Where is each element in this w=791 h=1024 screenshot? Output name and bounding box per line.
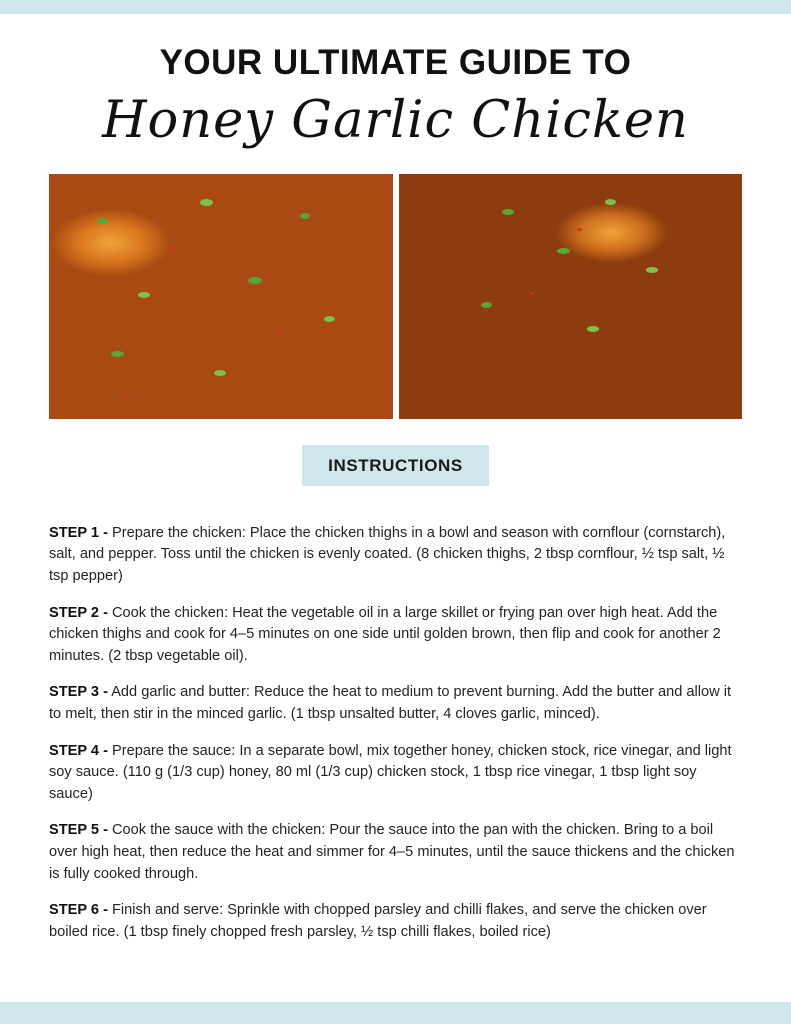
instructions-badge: INSTRUCTIONS <box>302 445 489 486</box>
parsley-garnish <box>200 199 213 206</box>
step-label: STEP 2 - <box>49 604 108 621</box>
step-label: STEP 6 - <box>49 902 108 919</box>
parsley-garnish <box>138 292 150 298</box>
bottom-accent-band <box>0 1002 791 1024</box>
step-text: Finish and serve: Sprinkle with chopped parsley and chilli flakes, and serve the chicken over boiled rice. (1 tbsp finely chopped fresh parsley, ½ tsp chilli flakes, boiled rice) <box>49 902 707 940</box>
step-text: Prepare the chicken: Place the chicken thighs in a bowl and season with cornflour (cornstarch), salt, and pepper. Toss until the chicken is evenly coated. (8 chicken thighs, 2 tbsp cornflour, ½ tsp salt, ½ tsp pepper) <box>49 524 726 585</box>
page-title-recipe-name: Honey Garlic Chicken <box>102 90 689 150</box>
instruction-step <box>49 741 742 806</box>
step-label: STEP 3 - <box>49 684 108 701</box>
chilli-flake-garnish <box>169 248 174 251</box>
photo-gallery <box>49 174 742 419</box>
parsley-garnish <box>300 213 310 219</box>
top-accent-band <box>0 0 791 14</box>
instruction-step <box>49 682 742 725</box>
instruction-step <box>49 900 742 943</box>
parsley-garnish <box>324 316 335 322</box>
instruction-step <box>49 603 742 668</box>
instruction-step <box>49 523 742 588</box>
parsley-garnish <box>557 248 570 254</box>
step-text: Prepare the sauce: In a separate bowl, mix together honey, chicken stock, rice vinegar, and light soy sauce. (110 g (1/3 cup) honey, 80 ml (1/3 cup) chicken stock, 1 tbsp rice vinegar, 1 tbsp light soy sauce) <box>49 742 732 802</box>
step-text: Cook the chicken: Heat the vegetable oil in a large skillet or frying pan over high heat. Add the chicken thighs and cook for 4–5 minutes on one side until golden brown, then flip and cook for another 2 minutes. (2 tbsp vegetable oil). <box>49 604 721 664</box>
step-text: Cook the sauce with the chicken: Pour the sauce into the pan with the chicken. Bring to a boil over high heat, then reduce the heat and simmer for 4–5 minutes, until the sauce thickens and the chicken is fully cooked through. <box>49 822 735 882</box>
chilli-flake-garnish <box>276 331 282 334</box>
recipe-photo-chicken-closeup <box>49 174 393 419</box>
step-label: STEP 1 - <box>49 524 108 541</box>
step-label: STEP 4 - <box>49 742 108 759</box>
parsley-garnish <box>481 302 492 308</box>
parsley-garnish <box>111 351 124 357</box>
step-label: STEP 5 - <box>49 822 108 839</box>
chilli-flake-garnish <box>577 228 582 231</box>
instruction-steps <box>49 508 742 943</box>
instructions-header <box>49 445 742 486</box>
parsley-garnish <box>502 209 514 215</box>
parsley-garnish <box>248 277 262 284</box>
parsley-garnish <box>587 326 599 332</box>
title-block <box>49 14 742 152</box>
parsley-garnish <box>214 370 226 376</box>
chilli-flake-garnish <box>529 292 534 295</box>
instruction-step <box>49 820 742 885</box>
page-title-kicker: YOUR ULTIMATE GUIDE TO <box>159 43 632 82</box>
parsley-garnish <box>97 218 108 224</box>
parsley-garnish <box>605 199 616 205</box>
step-text: Add garlic and butter: Reduce the heat to medium to prevent burning. Add the butter and allow it to melt, then stir in the minced garlic. (1 tbsp unsalted butter, 4 cloves garlic, minced). <box>49 684 732 722</box>
recipe-photo-chicken-over-rice <box>399 174 743 419</box>
parsley-garnish <box>646 267 658 273</box>
page-content <box>0 14 791 1002</box>
chilli-flake-garnish <box>125 395 130 398</box>
